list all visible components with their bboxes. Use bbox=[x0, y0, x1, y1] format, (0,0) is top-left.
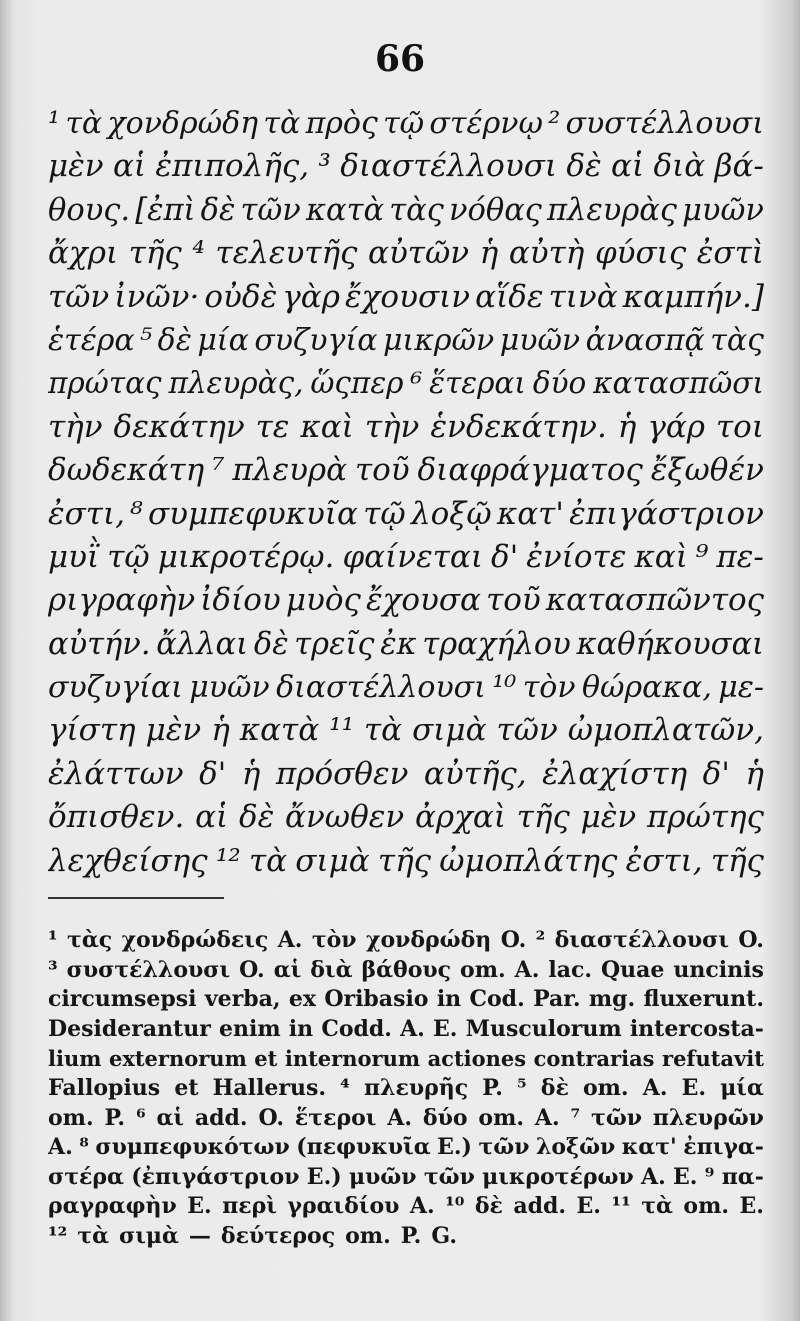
main-text-line: μυῒ τῷ μικροτέρῳ. φαίνεται δ' ἐνίοτε καὶ ⁹ πε- bbox=[48, 538, 764, 575]
main-text-line: συζυγίαι μυῶν διαστέλλουσι ¹⁰ τὸν θώρακα, με- bbox=[48, 670, 764, 706]
footnote-line: ¹ τὰς χονδρώδεις A. τὸν χονδρώδη O. ² διαστέλλουσι O. bbox=[48, 927, 764, 953]
main-text-line: ἄχρι τῆς ⁴ τελευτῆς αὐτῶν ἡ αὐτὴ φύσις ἐστὶ bbox=[48, 235, 764, 272]
main-text-line: δωδεκάτη ⁷ πλευρὰ τοῦ διαφράγματος ἔξωθέν bbox=[48, 452, 764, 489]
main-text-line: πρώτας πλευρὰς, ὥςπερ ⁶ ἕτεραι δύο κατασπῶσι bbox=[48, 366, 764, 401]
footnote-line: ¹² τὰ σιμὰ — δεύτερος om. P. G. bbox=[48, 1222, 457, 1249]
main-text-line: γίστη μὲν ἡ κατὰ ¹¹ τὰ σιμὰ τῶν ὠμοπλατῶν, bbox=[48, 712, 764, 749]
main-text-line: ἐλάττων δ' ἡ πρόσθεν αὐτῆς, ἐλαχίστη δ' ἡ bbox=[48, 755, 764, 792]
footnote-line: lium externorum et internorum actiones contrarias refutavit bbox=[48, 1046, 764, 1072]
footnote-line: circumsepsi verba, ex Oribasio in Cod. Par. mg. fluxerunt. bbox=[48, 986, 764, 1013]
page-number: 66 bbox=[374, 38, 426, 80]
footnote-line: om. P. ⁶ αἱ add. O. ἕτεροι A. δύο om. A. ⁷ τῶν πλευρῶν bbox=[48, 1104, 764, 1131]
footnote-line: στέρα (ἐπιγάστριον E.) μυῶν τῶν μικροτέρων A. E. ⁹ πα- bbox=[48, 1163, 764, 1190]
main-text-block bbox=[48, 102, 764, 883]
main-text-line: τὴν δεκάτην τε καὶ τὴν ἑνδεκάτην. ἡ γάρ τοι bbox=[48, 408, 764, 445]
footnote-line: A. ⁸ συμπεφυκότων (πεφυκυῖα E.) τῶν λοξῶν κατ' ἐπιγα- bbox=[48, 1134, 764, 1161]
main-text-line: ἐστι, ⁸ συμπεφυκυῖα τῷ λοξῷ κατ' ἐπιγάστριον bbox=[48, 495, 764, 532]
main-text-line: αὐτήν. ἄλλαι δὲ τρεῖς ἐκ τραχήλου καθήκουσαι bbox=[48, 626, 764, 662]
footnote-line: Desiderantur enim in Codd. A. E. Musculorum intercosta- bbox=[48, 1015, 764, 1042]
main-text-line: ¹ τὰ χονδρώδη τὰ πρὸς τῷ στέρνῳ ² συστέλλουσι bbox=[48, 106, 764, 141]
footnote-line: Fallopius et Hallerus. ⁴ πλευρῆς P. ⁵ δὲ om. A. E. μία bbox=[48, 1074, 764, 1101]
footnote-divider bbox=[48, 897, 224, 899]
footnote-line: ραγραφὴν E. περὶ γραιδίου A. ¹⁰ δὲ add. E. ¹¹ τὰ om. E. bbox=[48, 1193, 764, 1220]
main-text-line: ἑτέρα ⁵ δὲ μία συζυγία μικρῶν μυῶν ἀνασπᾷ τὰς bbox=[48, 322, 764, 358]
main-text-line: μὲν αἱ ἐπιπολῆς, ³ διαστέλλουσι δὲ αἱ διὰ βά- bbox=[48, 148, 764, 185]
main-text-line: θους. [ἐπὶ δὲ τῶν κατὰ τὰς νόθας πλευρὰς μυῶν bbox=[48, 192, 764, 228]
main-text-line: ὄπισθεν. αἱ δὲ ἄνωθεν ἀρχαὶ τῆς μὲν πρώτης bbox=[48, 799, 764, 836]
footnote-line: ³ συστέλλουσι O. αἱ διὰ βάθους om. A. lac. Quae uncinis bbox=[48, 956, 764, 983]
footnotes-block bbox=[48, 926, 764, 1252]
main-text-line: ριγραφὴν ἰδίου μυὸς ἔχουσα τοῦ κατασπῶντος bbox=[48, 582, 764, 619]
main-text-line: τῶν ἰνῶν· οὐδὲ γὰρ ἔχουσιν αἵδε τινὰ καμπήν.] bbox=[48, 278, 764, 315]
main-text-line: λεχθείσης ¹² τὰ σιμὰ τῆς ὠμοπλάτης ἐστι, τῆς bbox=[48, 842, 764, 879]
